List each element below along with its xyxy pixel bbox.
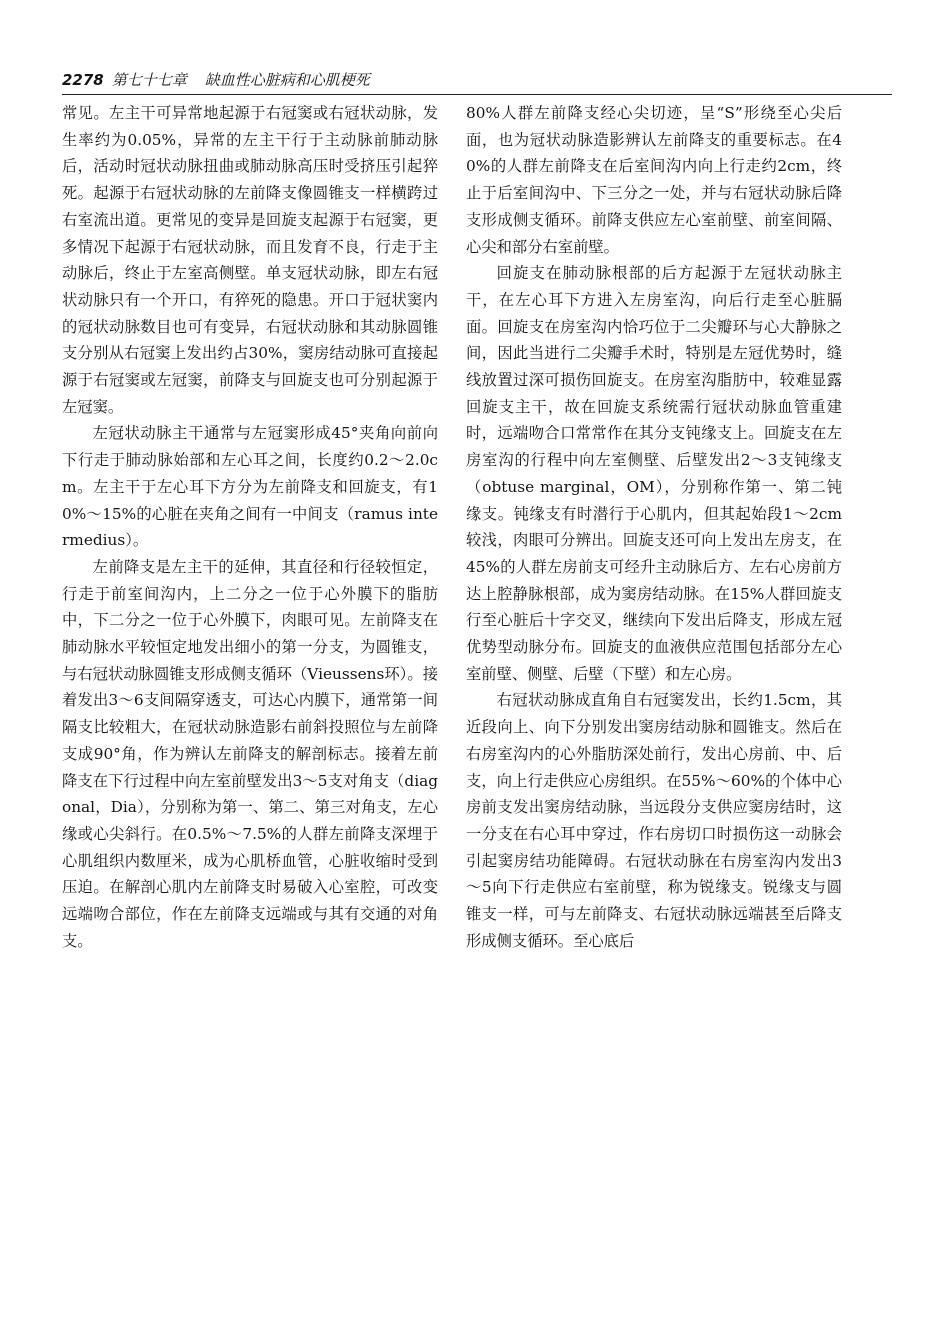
- paragraph: 回旋支在肺动脉根部的后方起源于左冠状动脉主干，在左心耳下方进入左房室沟，向后行走至心脏膈面。回旋支在房室沟内恰巧位于二尖瓣环与心大静脉之间，因此当进行二尖瓣手术时，特别是左冠优势时，缝线放置过深可损伤回旋支。在房室沟脂肪中，较难显露回旋支主干，故在回旋支系统需行冠状动脉血管重建时，远端吻合口常常作在其分支钝缘支上。回旋支在左房室沟的行程中向左室侧壁、后壁发出2～3支钝缘支（obtuse marginal，OM），分别称作第一、第二钝缘支。钝缘支有时潜行于心肌内，但其起始段1～2cm较浅，肉眼可分辨出。回旋支还可向上发出左房支，在45%的人群左房前支可经升主动脉后方、左右心房前方达上腔静脉根部，成为窦房结动脉。在15%人群回旋支行至心脏后十字交叉，继续向下发出后降支，形成左冠优势型动脉分布。回旋支的血液供应范围包括部分左心室前壁、侧壁、后壁（下壁）和左心房。: [466, 264, 842, 683]
- left-column: [62, 100, 438, 1290]
- page-number: 2278: [62, 71, 104, 89]
- header-rule: [62, 94, 892, 95]
- paragraph: 80%人群左前降支经心尖切迹，呈“S”形绕至心尖后面，也为冠状动脉造影辨认左前降支的重要标志。在40%的人群左前降支在后室间沟内向上行走约2cm，终止于后室间沟中、下三分之一处，并与右冠状动脉后降支形成侧支循环。前降支供应左心室前壁、前室间隔、心尖和部分右室前壁。: [466, 104, 842, 256]
- paragraph: 右冠状动脉成直角自右冠窦发出，长约1.5cm，其近段向上、向下分别发出窦房结动脉和圆锥支。然后在右房室沟内的心外脂肪深处前行，发出心房前、中、后支，向上行走供应心房组织。在55%～60%的个体中心房前支发出窦房结动脉，当远段分支供应窦房结时，这一分支在右心耳中穿过，作右房切口时损伤这一动脉会引起窦房结功能障碍。右冠状动脉在右房室沟内发出3～5向下行走供应右室前壁，称为锐缘支。锐缘支与圆锥支一样，可与左前降支、右冠状动脉远端甚至后降支形成侧支循环。至心底后: [466, 691, 842, 950]
- paragraph: 左前降支是左主干的延伸，其直径和行径较恒定，行走于前室间沟内，上二分之一位于心外膜下的脂肪中，下二分之一位于心外膜下，肉眼可见。左前降支在肺动脉水平较恒定地发出细小的第一分支，为圆锥支，与右冠状动脉圆锥支形成侧支循环（Vieussens环）。接着发出3～6支间隔穿透支，可达心内膜下，通常第一间隔支比较粗大，在冠状动脉造影右前斜投照位与左前降支成90°角，作为辨认左前降支的解剖标志。接着左前降支在下行过程中向左室前壁发出3～5支对角支（diagonal，Dia），分别称为第一、第二、第三对角支，左心缘或心尖斜行。在0.5%～7.5%的人群左前降支深埋于心肌组织内数厘米，成为心肌桥血管，心脏收缩时受到压迫。在解剖心肌内左前降支时易破入心室腔，可改变远端吻合部位，作在左前降支远端或与其有交通的对角支。: [62, 557, 438, 950]
- chapter-title: 缺血性心脏病和心肌梗死: [204, 71, 370, 89]
- paragraph: 常见。左主干可异常地起源于右冠窦或右冠状动脉，发生率约为0.05%，异常的左主干行于主动脉前肺动脉后，活动时冠状动脉扭曲或肺动脉高压时受挤压引起猝死。起源于右冠状动脉的左前降支像圆锥支一样横跨过右室流出道。更常见的变异是回旋支起源于右冠窦，更多情况下起源于右冠状动脉，而且发育不良，行走于主动脉后，终止于左室高侧壁。单支冠状动脉，即左右冠状动脉只有一个开口，有猝死的隐患。开口于冠状窦内的冠状动脉数目也可有变异，右冠状动脉和其动脉圆锥支分别从右冠窦上发出约占30%，窦房结动脉可直接起源于右冠窦或左冠窦，前降支与回旋支也可分别起源于左冠窦。: [62, 104, 438, 416]
- paragraph: 左冠状动脉主干通常与左冠窦形成45°夹角向前向下行走于肺动脉始部和左心耳之间，长度约0.2～2.0cm。左主干于左心耳下方分为左前降支和回旋支，有10%～15%的心脏在夹角之间有一中间支（ramus intermedius）。: [62, 424, 438, 550]
- running-header: [62, 70, 890, 94]
- chapter-label: 第七十七章: [111, 71, 187, 89]
- right-column: [466, 100, 842, 1290]
